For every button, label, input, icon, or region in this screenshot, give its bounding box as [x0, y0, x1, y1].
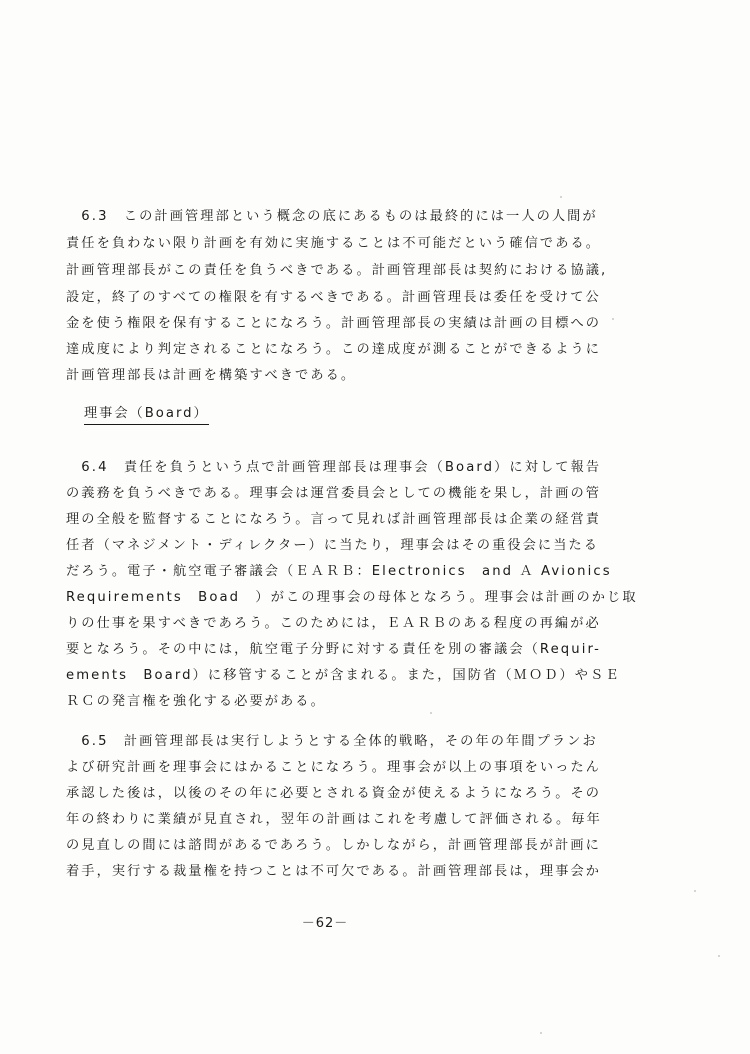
text-line: 6.5 計画管理部長は実行しようとする全体的戦略，その年の年間プランお [66, 734, 598, 749]
text-line: 計画管理部長がこの責任を負うべきである。計画管理部長は契約における協議, [66, 263, 608, 278]
text-line: 金を使う権限を保有することになろう。計画管理部長の実績は計画の目標への [66, 316, 602, 331]
text-line: ements Board）に移管することが含まれる。また，国防省（ＭＯＤ）やＳＥ [66, 668, 621, 683]
text-line: 任者（マネジメント・ディレクター）に当たり，理事会はその重役会に当たる [66, 538, 600, 553]
text-line: 責任を負わない限り計画を有効に実施することは不可能だという確信である。 [66, 236, 602, 251]
text-line: 要となろう。その中には，航空電子分野に対する責任を別の審議会（Requir- [66, 642, 602, 657]
text-line: の義務を負うべきである。理事会は運営委員会としての機能を果し，計画の管 [66, 486, 602, 501]
page-number: －62－ [301, 916, 349, 931]
scan-speck [540, 1032, 542, 1034]
section-heading: 理事会（Board） [84, 405, 209, 425]
text-line: だろう。電子・航空電子審議会（ＥＡＲＢ：Electronics and Ａ Avionics [66, 564, 612, 579]
scan-speck [612, 318, 614, 320]
text-line: 着手，実行する裁量権を持つことは不可欠である。計画管理部長は，理事会か [66, 864, 602, 879]
text-line: ＲＣの発言権を強化する必要がある。 [66, 694, 326, 709]
text-line: 計画管理部長は計画を構築すべきである。 [66, 368, 357, 383]
text-line: 理の全般を監督することになろう。言って見れば計画管理部長は企業の経営責 [66, 512, 602, 527]
text-line: 承認した後は，以後のその年に必要とされる資金が使えるようになろう。その [66, 786, 602, 801]
text-line: 設定，終了のすべての権限を有するべきである。計画管理長は委任を受けて公 [66, 290, 601, 305]
scan-speck [718, 955, 720, 957]
text-line: 6.3 この計画管理部という概念の底にあるものは最終的には一人の人間が [66, 209, 598, 224]
text-line: よび研究計画を理事会にはかることになろう。理事会が以上の事項をいったん [66, 760, 602, 775]
scan-speck [430, 712, 432, 714]
scan-speck [694, 890, 696, 892]
scan-speck [560, 196, 562, 198]
text-line: の見直しの間には諮問があるであろう。しかしながら，計画管理部長が計画に [66, 838, 601, 853]
text-line: りの仕事を果すべきであろう。このためには，ＥＡＲＢのある程度の再編が必 [66, 616, 601, 631]
text-line: Requirements Boad ）がこの理事会の母体となろう。理事会は計画のかじ取 [66, 590, 638, 605]
text-line: 達成度により判定されることになろう。この達成度が測ることができるように [66, 342, 602, 357]
text-line: 6.4 責任を負うという点で計画管理部長は理事会（Board）に対して報告 [66, 460, 602, 475]
text-line: 年の終わりに業績が見直され，翌年の計画はこれを考慮して評価される。毎年 [66, 812, 602, 827]
